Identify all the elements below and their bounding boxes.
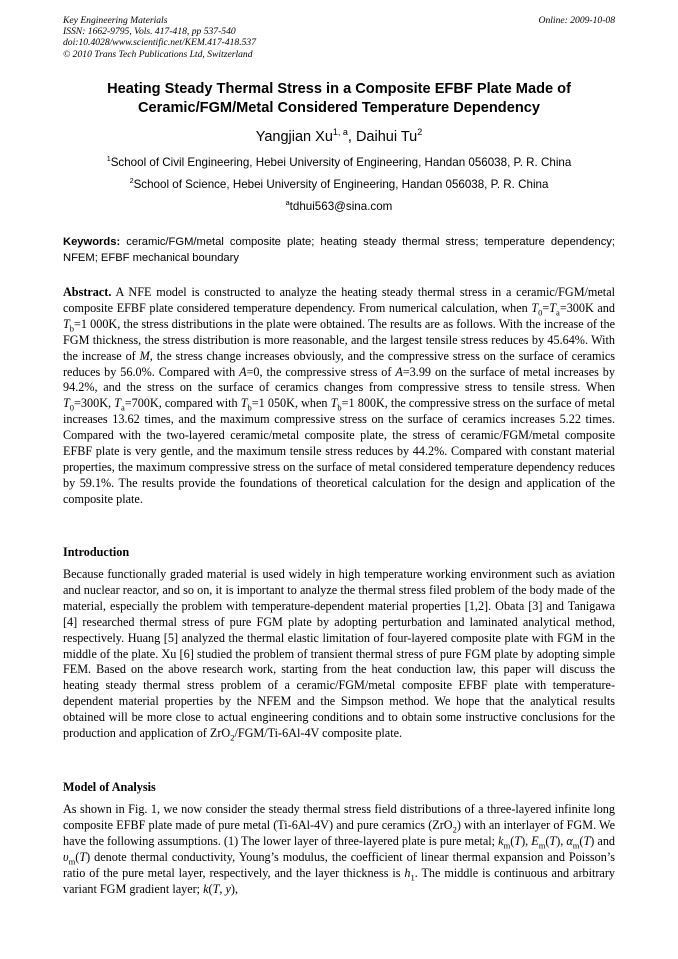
abstract-text: =300K, bbox=[74, 396, 115, 411]
affiliation-1-text: School of Civil Engineering, Hebei University of Engineering, Handan 056038, P. R. China bbox=[110, 156, 572, 169]
abstract-text: =700K, compared with bbox=[124, 396, 241, 411]
math-symbol: T bbox=[63, 316, 70, 331]
model-text: ( bbox=[510, 833, 515, 848]
model-text: ), bbox=[556, 833, 567, 848]
introduction-heading: Introduction bbox=[63, 545, 130, 559]
keywords-label: Keywords: bbox=[63, 236, 121, 248]
math-symbol: T bbox=[240, 396, 248, 411]
author-separator: , bbox=[347, 129, 356, 145]
math-subscript: a bbox=[120, 402, 125, 413]
corresponding-email bbox=[40, 200, 638, 214]
math-subscript: m bbox=[503, 840, 511, 851]
model-text: . The middle is continuous and arbitrary variant FGM gradient layer; bbox=[63, 865, 615, 896]
math-subscript: 0 bbox=[69, 402, 75, 413]
math-symbol: y bbox=[225, 881, 231, 896]
author-1: Yangjian Xu bbox=[255, 129, 333, 145]
introduction-paragraph bbox=[63, 567, 615, 742]
math-subscript: m bbox=[572, 840, 580, 851]
abstract-paragraph bbox=[63, 285, 615, 508]
title-line-1: Heating Steady Thermal Stress in a Composite EFBF Plate Made of bbox=[107, 81, 571, 97]
math-symbol: T bbox=[549, 300, 557, 315]
math-symbol: T bbox=[549, 833, 557, 848]
math-subscript: 0 bbox=[538, 307, 543, 318]
math-symbol: T bbox=[63, 396, 70, 411]
math-subscript: b bbox=[247, 402, 252, 413]
math-subscript: m bbox=[538, 840, 546, 851]
model-heading: Model of Analysis bbox=[63, 780, 156, 794]
journal-header bbox=[63, 15, 615, 60]
math-symbol: k bbox=[498, 833, 504, 848]
model-text: As shown in Fig. 1, we now consider the steady thermal stress field distributions of a three-layered infinite long composite EFBF plate made of pure metal (Ti-6Al-4V) and pure ceramics (ZrO bbox=[63, 802, 615, 832]
keywords-block bbox=[63, 235, 615, 266]
abstract-text: =1 050K, when bbox=[251, 396, 331, 411]
model-text: , bbox=[219, 881, 226, 896]
abstract-text: =1 800K, the compressive stress on the surface of metal increases 13.62 times, and the maximum compressive stress on the surface of ceramics increases 5.22 times. Compared with the two-layered ceramic/metal composite plate, the stress of ceramic/FGM/metal composite EFBF plate is very gentle, and the maximum tensile stress reduces by 44.2%. Compared with constant material properties, the maximum compressive stress on the surface of metal considered temperature dependency reduces by 59.1%. The results provide the foundations of theoretical calculation for the design and application of the composite plate. bbox=[63, 396, 615, 506]
title-line-2: Ceramic/FGM/Metal Considered Temperature Dependency bbox=[138, 100, 540, 116]
math-symbol: T bbox=[79, 849, 87, 864]
affiliation-2-mark: 2 bbox=[129, 176, 134, 186]
model-text: ) with an interlayer of FGM. We have the following assumptions. (1) The lower layer of three-layered plate is pure metal; bbox=[63, 817, 615, 848]
affiliation-1-mark: 1 bbox=[106, 154, 111, 164]
abstract-text: A NFE model is constructed to analyze the heating steady thermal stress in a ceramic/FGM/metal composite EFBF plate considered temperature dependency. From numerical calculation, when bbox=[63, 285, 615, 315]
math-symbol: T bbox=[531, 300, 539, 315]
model-paragraph bbox=[63, 802, 615, 897]
introduction-text: Because functionally graded material is used widely in high temperature working environment such as aviation and nuclear reactor, and so on, it is important to analyze the thermal stress filed problem of the body made of the material, especially the problem with temperature-dependent material properties [1,2]. Obata [3] and Tanigawa [4] researched thermal stress of pure FGM plate by adopting perturbation and laminated analytical method, respectively. Huang [5] analyzed the thermal elastic limitation of four-layered composite plate with FGM in the middle of the plate. Xu [6] studied the problem of transient thermal stress of pure FGM plate by adopting simple FEM. Based on the above research work, starting from the heat conduction law, this paper will discuss the heating steady thermal stress problem of a ceramic/FGM/metal composite EFBF plate with temperature-dependent material properties by the NFEM and the Simpson method. We hope that the analytical results obtained will be more close to actual engineering conditions and to obtain some instructive conclusions for the production and application of ZrO bbox=[63, 567, 615, 741]
abstract-text: , the stress change increases obviously, and the compressive stress on the surface of ceramics reduces by 56.0%. Compared with bbox=[63, 348, 615, 379]
math-symbol: α bbox=[566, 833, 573, 848]
abstract-text: = bbox=[542, 300, 550, 315]
doi-line: doi:10.4028/www.scientific.net/KEM.417-418.537 bbox=[63, 37, 257, 49]
math-subscript: b bbox=[69, 323, 75, 334]
copyright-line: © 2010 Trans Tech Publications Ltd, Switzerland bbox=[63, 48, 253, 60]
chemical-subscript: 2 bbox=[452, 824, 457, 835]
math-symbol: M bbox=[139, 348, 150, 363]
abstract-text: =3.99 on the surface of metal increases by 94.2%, and the stress on the surface of ceramics changes from compressive stress to tensile stress. When bbox=[63, 364, 615, 395]
model-text: ), bbox=[521, 833, 532, 848]
email-mark: a bbox=[285, 198, 290, 208]
journal-name: Key Engineering Materials bbox=[63, 15, 168, 26]
math-symbol: h bbox=[404, 865, 411, 880]
math-symbol: T bbox=[114, 396, 121, 411]
author-1-affiliation-mark: 1, a bbox=[332, 127, 348, 138]
math-symbol: E bbox=[531, 833, 539, 848]
math-symbol: T bbox=[212, 881, 220, 896]
math-subscript: a bbox=[556, 307, 560, 318]
math-symbol: T bbox=[514, 833, 522, 848]
model-text: ) and bbox=[590, 833, 616, 848]
abstract-text: =300K and bbox=[559, 300, 615, 315]
math-symbol: k bbox=[203, 881, 209, 896]
math-subscript: m bbox=[68, 856, 76, 867]
model-text: ) denote thermal conductivity, Young’s modulus, the coefficient of linear thermal expansion and Poisson’s ratio of the pure metal layer, respectively, and the layer thickness is bbox=[63, 849, 615, 880]
online-date: Online: 2009-10-08 bbox=[538, 15, 615, 26]
affiliation-2-text: School of Science, Hebei University of Engineering, Handan 056038, P. R. China bbox=[133, 178, 549, 191]
abstract-text: =1 000K, the stress distributions in the plate were obtained. The results are as follows. With the increase of the FGM thickness, the stress distribution is more reasonable, and the largest tensile stress reduces by 45.64%. With the increase of bbox=[63, 316, 615, 363]
model-text: ( bbox=[545, 833, 550, 848]
introduction-text: /FGM/Ti-6Al-4V composite plate. bbox=[234, 726, 403, 741]
abstract-text: =0, the compressive stress of bbox=[246, 364, 396, 379]
math-symbol: T bbox=[330, 396, 338, 411]
model-text: ), bbox=[230, 881, 239, 896]
author-list bbox=[40, 128, 638, 146]
model-text: ( bbox=[579, 833, 584, 848]
keywords-text: ceramic/FGM/metal composite plate; heating steady thermal stress; temperature dependency; NFEM; EFBF mechanical boundary bbox=[63, 236, 615, 264]
issn-line: ISSN: 1662-9795, Vols. 417-418, pp 537-540 bbox=[63, 26, 236, 38]
math-symbol: A bbox=[239, 364, 247, 379]
math-symbol: υ bbox=[63, 849, 69, 864]
affiliation-2 bbox=[40, 178, 638, 192]
math-symbol: T bbox=[583, 833, 591, 848]
paper-title bbox=[40, 80, 638, 118]
abstract-label: Abstract. bbox=[63, 285, 112, 299]
chemical-subscript: 2 bbox=[230, 732, 235, 743]
author-2-affiliation-mark: 2 bbox=[417, 127, 423, 138]
math-subscript: 1 bbox=[410, 872, 415, 883]
author-2: Daihui Tu bbox=[355, 129, 418, 145]
affiliation-1 bbox=[40, 156, 638, 170]
model-text: ( bbox=[208, 881, 213, 896]
math-subscript: b bbox=[337, 402, 342, 413]
model-text: ( bbox=[75, 849, 80, 864]
email-text: tdhui563@sina.com bbox=[289, 200, 393, 213]
math-symbol: A bbox=[395, 364, 403, 379]
